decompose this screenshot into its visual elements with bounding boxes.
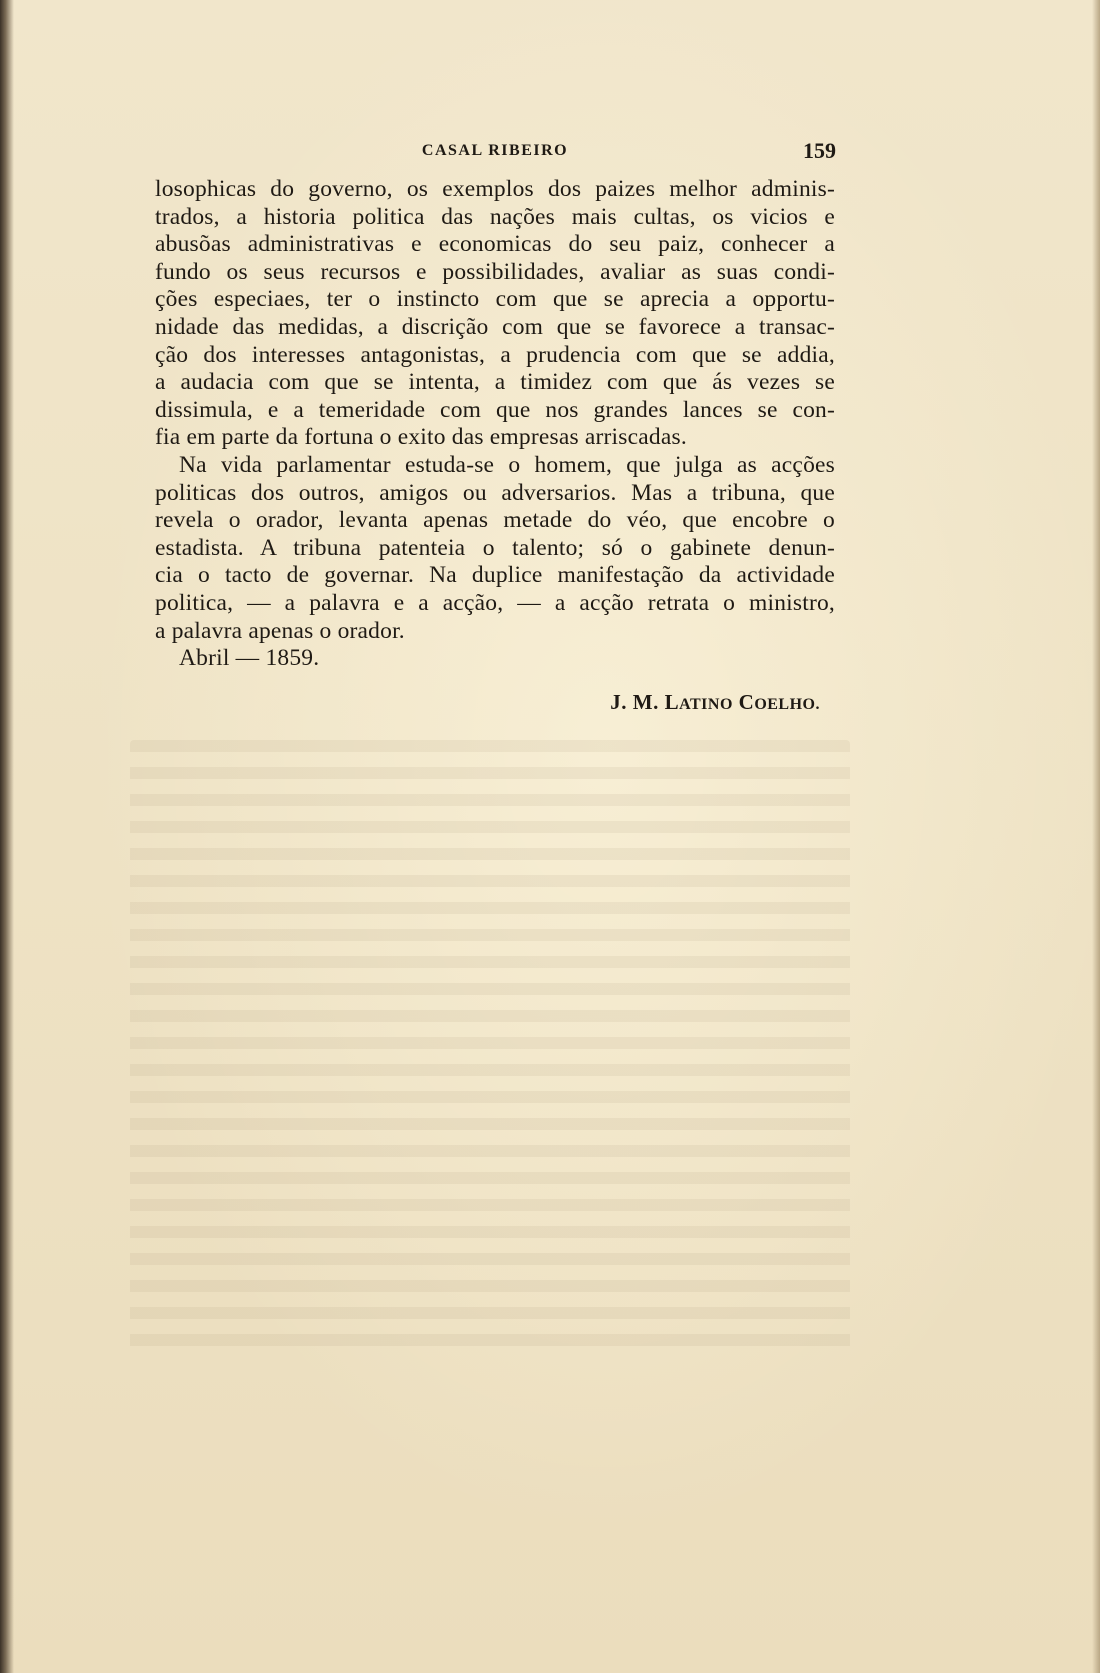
show-through-text [130,740,850,1360]
body-text [155,176,835,673]
author-signature [520,690,820,715]
author-initials: J. M. [610,690,659,714]
text-line: ção dos interesses antagonistas, a prudencia com que se addia, [155,341,835,368]
page-number: 159 [803,138,836,163]
surname-cap: C [738,690,755,714]
text-line: revela o orador, levanta apenas metade do véo, que encobre o [155,507,835,534]
surname-rest: OELHO. [754,696,820,713]
running-head: CASAL RIBEIRO [421,142,569,159]
text-line: a audacia com que se intenta, a timidez com que ás vezes se [155,369,835,396]
date-line: Abril — 1859. [179,645,320,672]
text-line: losophicas do governo, os exemplos dos paizes melhor adminis- [155,176,835,202]
surname-rest: ATINO [679,696,733,713]
text-line: nidade das medidas, a discrição com que se favorece a transac- [155,313,835,340]
text-line: politica, — a palavra e a acção, — a acção retrata o ministro, [155,589,835,616]
text-line: ções especiaes, ter o instincto com que se aprecia a opportu- [155,286,835,313]
text-line: Na vida parlamentar estuda-se o homem, que julga as acções [179,451,835,478]
binding-shadow [0,0,14,1673]
text-line: politicas dos outros, amigos ou adversarios. Mas a tribuna, que [155,479,835,506]
page-edge [1092,0,1100,1673]
text-line: a palavra apenas o orador. [155,617,405,644]
page-header [150,138,840,166]
text-line: fia em parte da fortuna o exito das empresas arriscadas. [155,424,687,451]
text-line: trados, a historia politica das nações mais cultas, os vicios e [155,203,835,230]
text-line: abusõas administrativas e economicas do seu paiz, conhecer a [155,231,835,258]
text-line: fundo os seus recursos e possibilidades, avaliar as suas condi- [155,258,835,285]
surname-cap: L [664,690,680,714]
text-line: cia o tacto de governar. Na duplice manifestação da actividade [155,562,835,589]
text-line: dissimula, e a temeridade com que nos grandes lances se con- [155,396,835,423]
text-line: estadista. A tribuna patenteia o talento; só o gabinete denun- [155,534,835,561]
